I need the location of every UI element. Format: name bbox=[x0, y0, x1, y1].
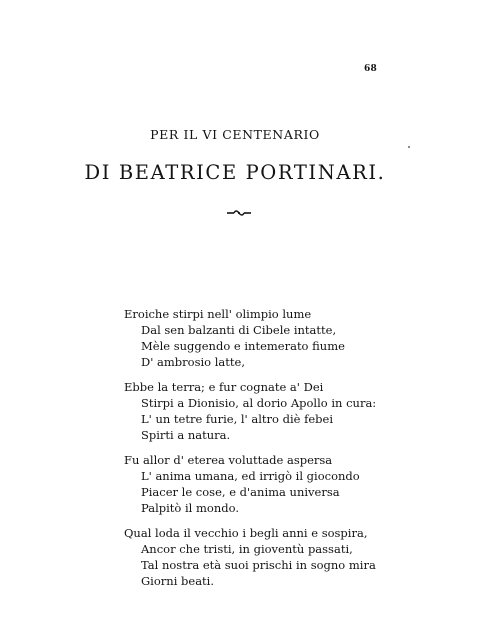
verse-line: Mèle suggendo e intemerato fiume bbox=[141, 339, 345, 353]
verse-line: Stirpi a Dionisio, al dorio Apollo in cura: bbox=[141, 396, 377, 410]
poem-title: DI BEATRICE PORTINARI. bbox=[84, 161, 386, 184]
verse-line: Fu allor d' eterea voluttade aspersa bbox=[124, 453, 333, 467]
page-speck bbox=[408, 146, 410, 148]
verse-line: D' ambrosio latte, bbox=[141, 355, 245, 369]
stanza bbox=[124, 306, 454, 370]
stanza bbox=[124, 379, 454, 443]
page-number: 68 bbox=[364, 64, 377, 74]
stanza bbox=[124, 525, 454, 589]
poem-body bbox=[124, 306, 454, 598]
verse-line: Giorni beati. bbox=[141, 574, 215, 588]
verse-line: Tal nostra età suoi prischi in sogno mira bbox=[141, 558, 376, 572]
verse-line: L' un tetre furie, l' altro diè febei bbox=[141, 412, 334, 426]
verse-line: Spirti a natura. bbox=[141, 428, 231, 442]
ornament-divider-icon bbox=[226, 208, 252, 218]
verse-line: Qual loda il vecchio i begli anni e sospira, bbox=[124, 526, 368, 540]
verse-line: Ebbe la terra; e fur cognate a' Dei bbox=[124, 380, 324, 394]
verse-line: Eroiche stirpi nell' olimpio lume bbox=[124, 307, 312, 321]
verse-line: Ancor che tristi, in gioventù passati, bbox=[141, 542, 353, 556]
dedication-heading: PER IL VI CENTENARIO bbox=[150, 127, 320, 142]
verse-line: Piacer le cose, e d'anima universa bbox=[141, 485, 340, 499]
stanza bbox=[124, 452, 454, 516]
verse-line: L' anima umana, ed irrigò il giocondo bbox=[141, 469, 360, 483]
verse-line: Palpitò il mondo. bbox=[141, 501, 239, 515]
verse-line: Dal sen balzanti di Cibele intatte, bbox=[141, 323, 337, 337]
